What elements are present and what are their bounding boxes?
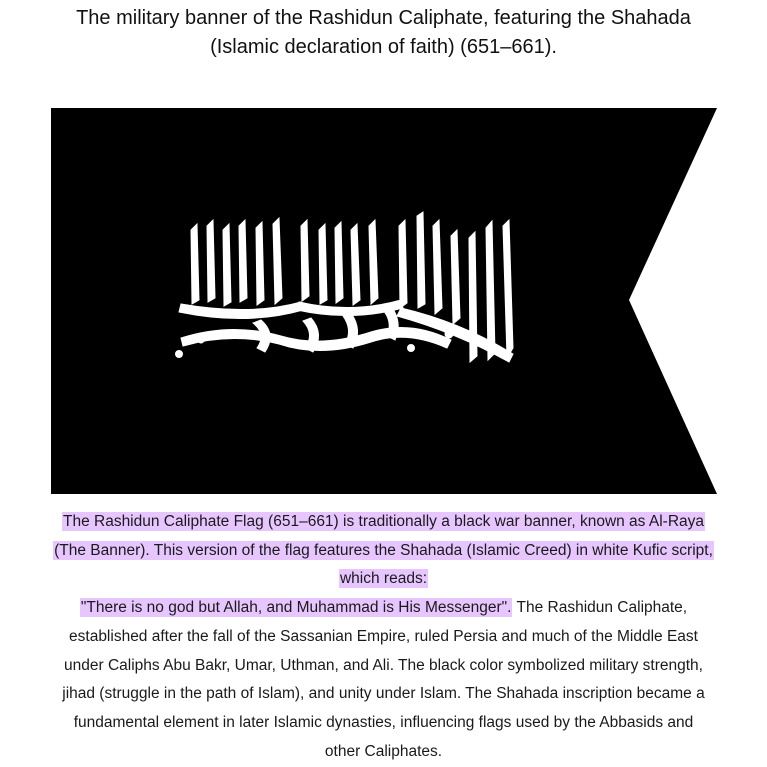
caption-line-9: other Caliphates. (324, 742, 443, 760)
caption-line-7: jihad (struggle in the path of Islam), and unity under Islam. The Shahada inscription became a (62, 685, 705, 703)
page-title (40, 4, 727, 62)
caption-line-5: established after the fall of the Sassanian Empire, ruled Persia and much of the Middle East (69, 627, 698, 645)
caption-line-2 (20, 537, 747, 566)
caption-line-4 (20, 594, 747, 623)
shahada-translation-quote: "There is no god but Allah, and Muhammad is His Messenger". (80, 599, 512, 617)
caption-line-1 (20, 508, 747, 537)
rashidun-banner-image (51, 108, 717, 494)
flag-field (51, 108, 717, 494)
caption-line-6: under Caliphs Abu Bakr, Umar, Uthman, and Ali. The black color symbolized military strength, (64, 656, 703, 674)
flag-description (20, 508, 747, 766)
caption-line-3 (20, 565, 747, 594)
caption-highlight-1: The Rashidun Caliphate Flag (651–661) is traditionally a black war banner, known as Al-Raya (62, 513, 705, 530)
caption-line-4-rest: The Rashidun Caliphate, (512, 599, 688, 617)
caption-highlight-2: (The Banner). This version of the flag features the Shahada (Islamic Creed) in white Kufic script, (54, 541, 713, 559)
caption-highlight-3: which reads: (339, 570, 427, 588)
caption-line-8: fundamental element in later Islamic dynasties, influencing flags used by the Abbasids and (73, 713, 694, 731)
title-line-2: (Islamic declaration of faith) (651–661). (210, 36, 557, 58)
title-line-1: The military banner of the Rashidun Caliphate, featuring the Shahada (76, 7, 691, 29)
flag-svg (51, 108, 717, 494)
